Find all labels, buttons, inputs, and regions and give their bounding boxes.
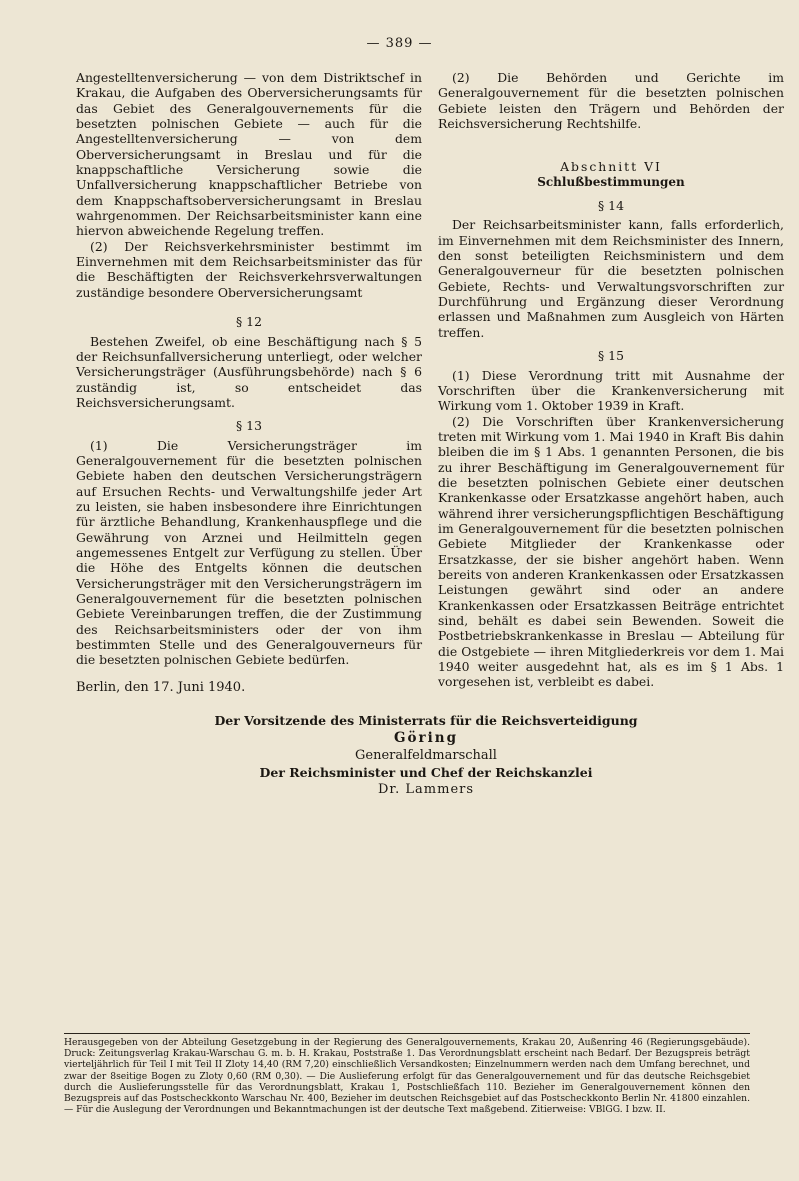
left-column [76, 70, 422, 668]
right-column [438, 70, 784, 690]
signatory-1-title: Der Vorsitzende des Ministerrats für die Reichsverteidigung [214, 713, 638, 728]
section-14-heading: § 14 [598, 198, 624, 214]
signatory-2-title: Der Reichsminister und Chef der Reichskanzlei [259, 765, 593, 780]
page-number: — 389 — [366, 36, 433, 51]
section-13-heading: § 13 [236, 418, 262, 434]
imprint-text: Herausgegeben von der Abteilung Gesetzgebung in der Regierung des Generalgouvernements, Krakau 20, Außenring 46 (Regierungsgebäude). Druck: Zeitungsverlag Krakau-Warschau G. m. b. H. Krakau, Poststraße 1. Das Verordnungsblatt erscheint nach Bedarf. Der Bezugspreis beträgt vierteljährlich für Teil I mit Teil II Zloty 14,40 (RM 7,20) einschließlich Versandkosten; Einzelnummern werden nach dem Umfang berechnet, und zwar der 8seitige Bogen zu Zloty 0,60 (RM 0,30). — Die Auslieferung erfolgt für das Generalgouvernement und für das deutsche Reichsgebiet durch die Auslieferungsstelle für das Verordnungsblatt, Krakau 1, Postschließfach 110. Bezieher im Generalgouvernement können den Bezugspreis auf das Postscheckkonto Warschau Nr. 400, Bezieher im deutschen Reichsgebiet auf das Postscheckkonto Berlin Nr. 41800 einzahlen. — Für die Auslegung der Verordnungen und Bekanntmachungen ist der deutsche Text maßgebend. Zitierweise: VBlGG. I bzw. II. [64, 1037, 750, 1116]
footer-rule [64, 1033, 750, 1034]
paragraph-continuation: Angestelltenversicherung — von dem Distriktschef in Krakau, die Aufgaben des Oberversicherungsamts für das Gebiet des Generalgouvernements für die besetzten polnischen Gebiete — auch für die Angestelltenversicherung — von dem Oberversicherungsamt in Breslau und für die knappschaftliche Versicherung sowie die Unfallversicherung knappschaftlicher Betriebe von dem Knappschaftsoberversicherungsamt in Breslau wahrgenommen. Der Reichsarbeitsminister kann eine hiervon abweichende Regelung treffen. [76, 70, 422, 239]
paragraph-2: (2) Der Reichsverkehrsminister bestimmt im Einvernehmen mit dem Reichsarbeitsminister das für die Beschäftigten der Reichsverkehrsverwaltungen zuständige besondere Oberversicherungsamt [76, 238, 422, 300]
signatory-1-name: Göring [393, 730, 459, 746]
imprint-footer [64, 1037, 750, 1115]
abschnitt-title: Schlußbestimmungen [537, 174, 685, 189]
signatory-1-rank: Generalfeldmarschall [355, 748, 497, 763]
signature-block [76, 712, 776, 799]
section-13-text: (1) Die Versicherungsträger im Generalgouvernement für die besetzten polnischen Gebiete haben den deutschen Versicherungsträgern auf Ersuchen Rechts- und Verwaltungshilfe jeder Art zu leisten, sie haben insbesondere ihre Einrichtungen für ärztliche Behandlung, Krankenhauspflege und die Gewährung von Arznei und Heilmitteln gegen angemessenes Entgelt zur Verfügung zu stellen. Über die Höhe des Entgelts können die deutschen Versicherungsträger mit den Versicherungsträgern im Generalgouvernement für die besetzten polnischen Gebiete Vereinbarungen treffen, die der Zustimmung des Reichsarbeitsministers oder der von ihm bestimmten Stelle und des Generalgouverneurs für die besetzten polnischen Gebiete bedürfen. [76, 437, 422, 668]
section-15-paragraph-1: (1) Diese Verordnung tritt mit Ausnahme der Vorschriften über die Krankenversicherung mit Wirkung vom 1. Oktober 1939 in Kraft. [438, 367, 784, 414]
section-15-heading: § 15 [598, 348, 624, 364]
section-12-heading: § 12 [236, 314, 262, 330]
section-15-paragraph-2: (2) Die Vorschriften über Krankenversicherung treten mit Wirkung vom 1. Mai 1940 in Kraft Bis dahin bleiben die im § 1 Abs. 1 genannten Personen, die bis zu ihrer Beschäftigung im Generalgouvernement für die besetzten polnischen Gebiete einer deutschen Krankenkasse oder Ersatzkasse angehört haben, auch während ihrer versicherungspflichtigen Beschäftigung im Generalgouvernement für die besetzten polnischen Gebiete Mitglieder der Krankenkasse oder Ersatzkasse, der sie bisher angehört haben. Wenn bereits von anderen Krankenkassen oder Ersatzkassen Leistungen gewährt sind oder an andere Krankenkassen oder Ersatzkassen Beiträge entrichtet sind, behält es dabei sein Bewenden. Soweit die Postbetriebskrankenkasse in Breslau — Abteilung für die Ostgebiete — ihren Mitgliederkreis vor dem 1. Mai 1940 weiter ausgedehnt hat, als es im § 1 Abs. 1 vorgesehen ist, verbleibt es dabei. [438, 413, 784, 690]
section-12-text: Bestehen Zweifel, ob eine Beschäftigung nach § 5 der Reichsunfallversicherung unterliegt, oder welcher Versicherungsträger (Ausführungsbehörde) nach § 6 zuständig ist, so entscheidet das Reichsversicherungsamt. [76, 333, 422, 410]
signing-place-date: Berlin, den 17. Juni 1940. [76, 680, 246, 695]
abschnitt-heading: Abschnitt VI [560, 159, 662, 175]
section-14-text: Der Reichsarbeitsminister kann, falls erforderlich, im Einvernehmen mit dem Reichsminister des Innern, den sonst beteiligten Reichsministern und dem Generalgouverneur für die besetzten polnischen Gebiete, Rechts- und Verwaltungsvorschriften zur Durchführung und Ergänzung dieser Verordnung erlassen und Maßnahmen zum Ausgleich von Härten treffen. [438, 217, 784, 340]
paragraph-13-2: (2) Die Behörden und Gerichte im Generalgouvernement für die besetzten polnischen Gebiete leisten den Trägern und Behörden der Reichsversicherung Rechtshilfe. [438, 70, 784, 132]
signatory-2-name: Dr. Lammers [377, 782, 475, 797]
